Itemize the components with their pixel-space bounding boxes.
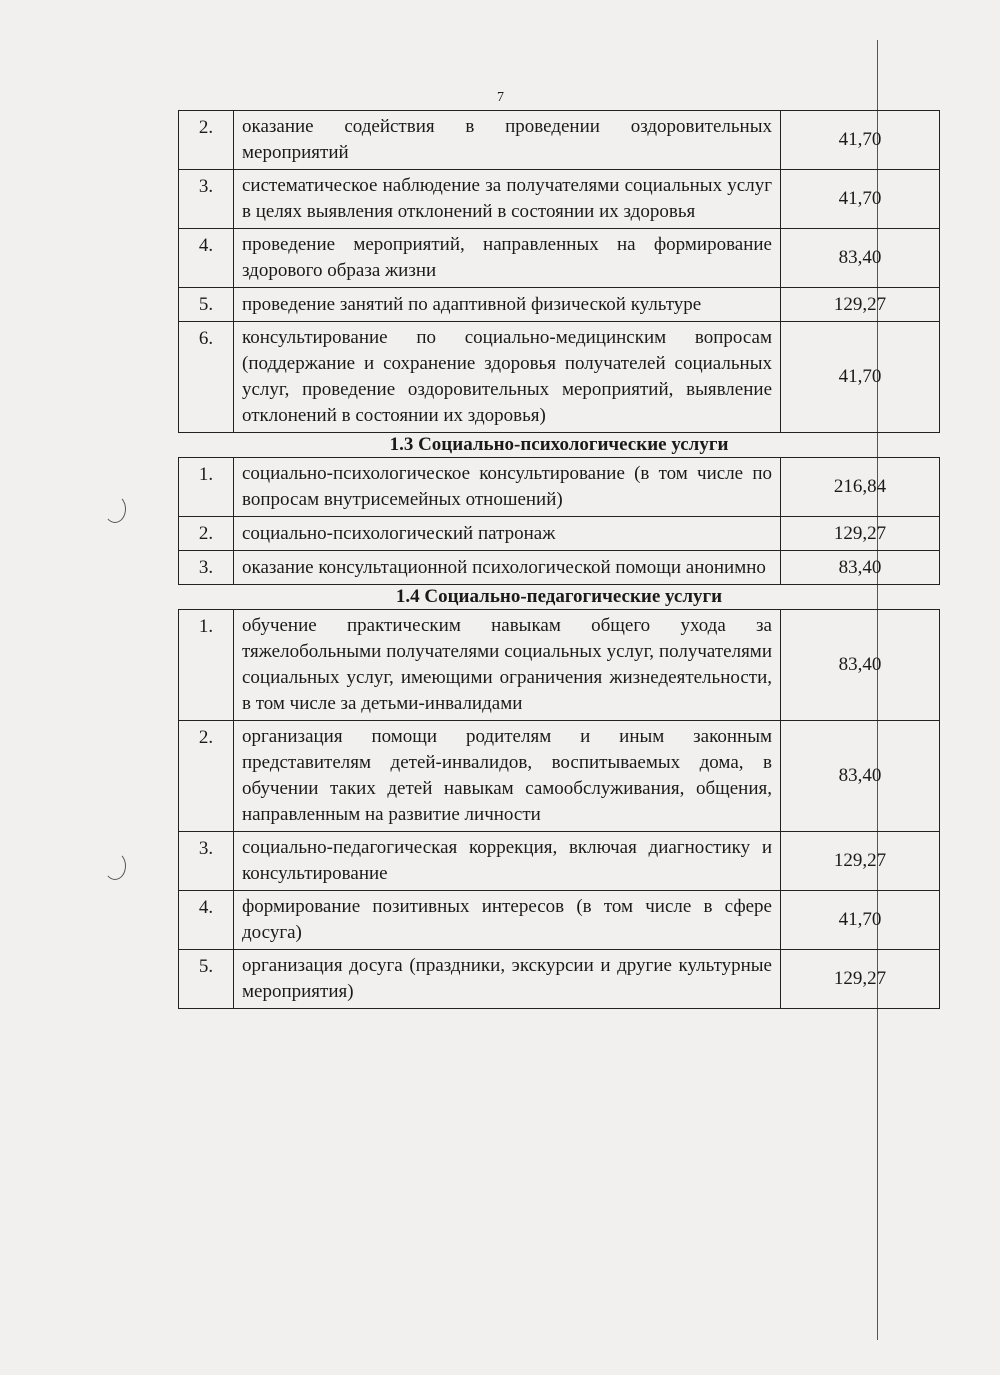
row-number: 4. [179, 891, 234, 950]
service-description: проведение занятий по адаптивной физической культуре [234, 288, 781, 322]
service-description: социально-психологическое консультирование (в том числе по вопросам внутрисемейных отношений) [234, 458, 781, 517]
row-number: 1. [179, 458, 234, 517]
table-row [179, 832, 940, 891]
table-row [179, 610, 940, 721]
service-description: оказание содействия в проведении оздоровительных мероприятий [234, 111, 781, 170]
row-number: 3. [179, 170, 234, 229]
row-number: 5. [179, 288, 234, 322]
service-price: 129,27 [781, 288, 940, 322]
service-price: 41,70 [781, 170, 940, 229]
section-title: 1.4 Социально-педагогические услуги [179, 585, 940, 610]
service-description: оказание консультационной психологической помощи анонимно [234, 551, 781, 585]
service-description: организация помощи родителям и иным законным представителям детей-инвалидов, воспитываемых дома, в обучении таких детей навыкам самообслуживания, общения, направленным на развитие личности [234, 721, 781, 832]
row-number: 4. [179, 229, 234, 288]
service-description: обучение практическим навыкам общего ухода за тяжелобольными получателями социальных услуг, получателями социальных услуг, имеющими ограничения жизнедеятельности, в том числе за детьми-инвалидами [234, 610, 781, 721]
page-number: 7 [497, 90, 504, 105]
table-row [179, 458, 940, 517]
row-number: 3. [179, 551, 234, 585]
service-description: систематическое наблюдение за получателями социальных услуг в целях выявления отклонений в состоянии их здоровья [234, 170, 781, 229]
table-row [179, 950, 940, 1009]
binding-hole [104, 852, 126, 880]
table-row [179, 322, 940, 433]
service-description: проведение мероприятий, направленных на формирование здорового образа жизни [234, 229, 781, 288]
service-price: 129,27 [781, 950, 940, 1009]
row-number: 5. [179, 950, 234, 1009]
service-description: формирование позитивных интересов (в том числе в сфере досуга) [234, 891, 781, 950]
service-price: 41,70 [781, 111, 940, 170]
service-price: 83,40 [781, 721, 940, 832]
service-description: организация досуга (праздники, экскурсии и другие культурные мероприятия) [234, 950, 781, 1009]
table-row [179, 551, 940, 585]
row-number: 2. [179, 721, 234, 832]
service-price: 83,40 [781, 551, 940, 585]
binding-hole [104, 495, 126, 523]
table-row [179, 111, 940, 170]
table-row [179, 517, 940, 551]
table-row [179, 170, 940, 229]
service-price: 129,27 [781, 832, 940, 891]
service-price: 216,84 [781, 458, 940, 517]
section-title: 1.3 Социально-психологические услуги [179, 433, 940, 458]
service-price: 41,70 [781, 891, 940, 950]
services-table [178, 110, 940, 1009]
row-number: 2. [179, 517, 234, 551]
service-price: 129,27 [781, 517, 940, 551]
service-description: социально-педагогическая коррекция, включая диагностику и консультирование [234, 832, 781, 891]
row-number: 2. [179, 111, 234, 170]
section-header-row [179, 433, 940, 458]
table-row [179, 891, 940, 950]
service-price: 83,40 [781, 610, 940, 721]
section-header-row [179, 585, 940, 610]
row-number: 6. [179, 322, 234, 433]
service-description: консультирование по социально-медицинским вопросам (поддержание и сохранение здоровья получателей социальных услуг, проведение оздоровительных мероприятий, выявление отклонений в состоянии их здоровья) [234, 322, 781, 433]
service-price: 41,70 [781, 322, 940, 433]
table-row [179, 721, 940, 832]
table-row [179, 288, 940, 322]
row-number: 1. [179, 610, 234, 721]
service-price: 83,40 [781, 229, 940, 288]
row-number: 3. [179, 832, 234, 891]
service-description: социально-психологический патронаж [234, 517, 781, 551]
table-row [179, 229, 940, 288]
